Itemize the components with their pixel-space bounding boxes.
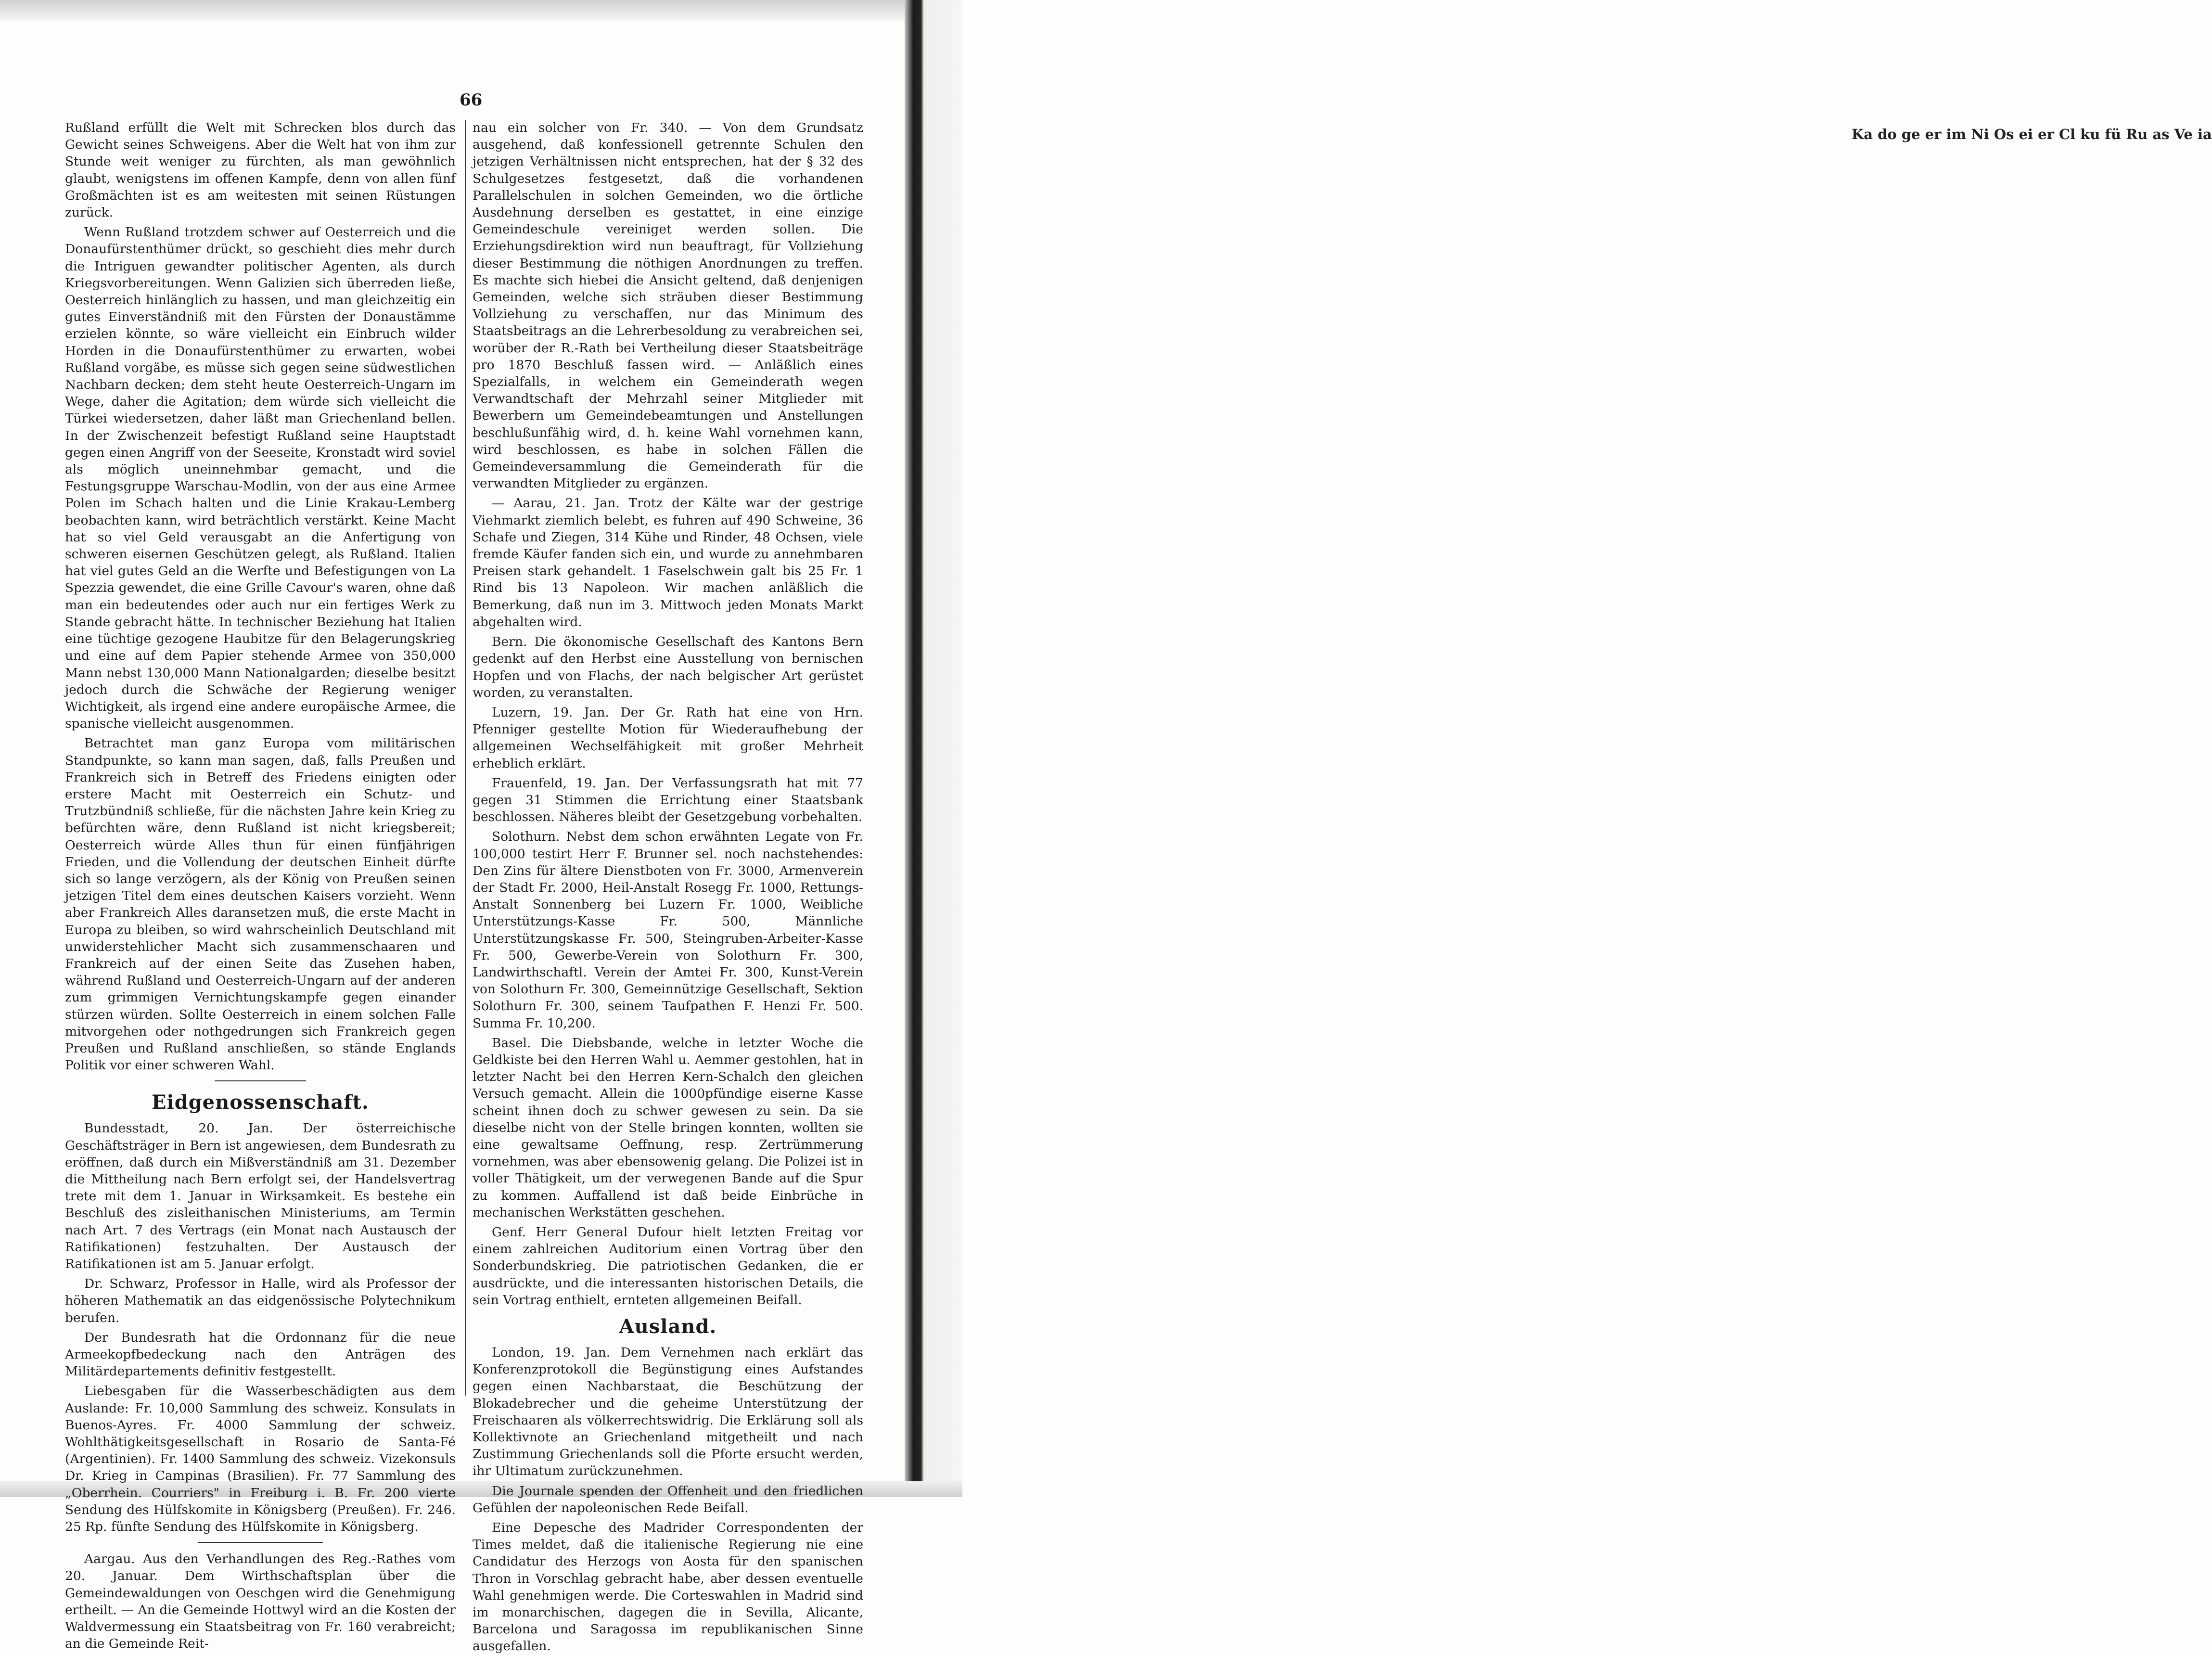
- scan-top-shadow: [0, 0, 962, 21]
- right-column: [473, 119, 863, 1654]
- news-paragraph: Die Journale spenden der Offenheit und den friedlichen Gefühlen der napoleonischen Rede Beifall.: [473, 1483, 863, 1515]
- page-number: 66: [460, 90, 483, 110]
- news-paragraph: Der Bundesrath hat die Ordonnanz für die neue Armeekopfbedeckung nach den Anträgen des Militärdepartements definitiv festgestellt.: [65, 1330, 456, 1379]
- article-paragraph: Betrachtet man ganz Europa vom militärischen Standpunkte, so kann man sagen, daß, falls Preußen und Frankreich sich in Betreff des Friedens einigten oder erstere Macht mit Oesterreich ein Schutz- und Trutzbündniß schließe, für die nächsten Jahre kein Krieg zu befürchten wäre, denn Rußland ist nicht kriegsbereit; Oesterreich würde Alles thun für einen fünfjährigen Frieden, und die Vollendung der deutschen Einheit dürfte sich so lange verzögern, als der König von Preußen seinen jetzigen Titel dem eines deutschen Kaisers vorzieht. Wenn aber Frankreich Alles daransetzen muß, die erste Macht in Europa zu bleiben, so wird wahrscheinlich Deutschland mit unwiderstehlicher Macht sich zusammenschaaren und Frankreich auf der einen Seite das Zusehen haben, während Rußland und Oesterreich-Ungarn auf der anderen zum grimmigen Vernichtungskampfe gegen einander stürzen würden. Sollte Oesterreich in einem solchen Falle mitvorgehen oder nothgedrungen sich Frankreich gegen Preußen und Rußland anschließen, so stände Englands Politik vor einer schweren Wahl.: [65, 736, 456, 1073]
- next-page-edge-text: Ka do ge er im Ni Os ei er Cl ku fü Ru as Ve ia: [1852, 126, 2212, 142]
- news-paragraph: Bern. Die ökonomische Gesellschaft des Kantons Bern gedenkt auf den Herbst eine Ausstellung von bernischen Hopfen und von Flachs, der nach belgischer Art gerüstet worden, zu veranstalten.: [473, 634, 863, 700]
- news-paragraph: London, 19. Jan. Dem Vernehmen nach erklärt das Konferenzprotokoll die Begünstigung eines Aufstandes gegen einen Nachbarstaat, die Beschützung der Blokadebrecher und die geheime Unterstützung der Freischaaren als völkerrechtswidrig. Die Erklärung soll als Kollektivnote an Griechenland mitgetheilt und nach Zustimmung Griechenlands soll die Pforte ersucht werden, ihr Ultimatum zurückzunehmen.: [473, 1345, 863, 1479]
- news-paragraph: Dr. Schwarz, Professor in Halle, wird als Professor der höheren Mathematik an das eidgenössische Polytechnikum berufen.: [65, 1276, 456, 1325]
- news-paragraph: nau ein solcher von Fr. 340. — Von dem Grundsatz ausgehend, daß konfessionell getrennte Schulen den jetzigen Verhältnissen nicht entsprechen, hat der § 32 des Schulgesetzes festgesetzt, daß die vorhandenen Parallelschulen in solchen Gemeinden, wo die örtliche Ausdehnung derselben es gestattet, in eine einzige Gemeindeschule vereiniget werden sollen. Die Erziehungsdirektion wird nun beauftragt, für Vollziehung dieser Bestimmung die nöthigen Anordnungen zu treffen. Es machte sich hiebei die Ansicht geltend, daß denjenigen Gemeinden, welche sich sträuben dieser Bestimmung Vollziehung zu verschaffen, nur das Minimum des Staatsbeitrags an die Lehrerbesoldung zu verabreichen sei, worüber der R.-Rath bei Vertheilung dieser Staatsbeiträge pro 1870 Beschluß fassen wird. — Anläßlich eines Spezialfalls, in welchem ein Gemeinderath wegen Verwandtschaft der Mehrzahl seiner Mitglieder mit Bewerbern um Gemeindebeamtungen und Anstellungen beschlußunfähig wird, d. h. keine Wahl vornehmen kann, wird beschlossen, es habe in solchen Fällen die Gemeindeversammlung die Gemeinderath für die verwandten Mitglieder zu ergänzen.: [473, 120, 863, 491]
- news-paragraph: — Aarau, 21. Jan. Trotz der Kälte war der gestrige Viehmarkt ziemlich belebt, es fuhren auf 490 Schweine, 36 Schafe und Ziegen, 314 Kühe und Rinder, 48 Ochsen, viele fremde Käufer fanden sich ein, und wurde zu annehmbaren Preisen stark gehandelt. 1 Faselschwein galt bis 25 Fr. 1 Rind bis 13 Napoleon. Wir machen anläßlich die Bemerkung, daß nun im 3. Mittwoch jeden Monats Markt abgehalten wird.: [473, 496, 863, 629]
- section-heading-eidgenossenschaft: Eidgenossenschaft.: [152, 1091, 369, 1114]
- article-paragraph: Wenn Rußland trotzdem schwer auf Oesterreich und die Donaufürstenthümer drückt, so geschieht dies mehr durch die Intriguen gewandter politischer Agenten, als durch Kriegsvorbereitungen. Wenn Galizien sich überreden ließe, Oesterreich hinlänglich zu hassen, und man gleichzeitig ein gutes Einverständniß mit den Fürsten der Donaustämme erzielen könnte, so wäre vielleicht ein Einbruch wilder Horden in die Donaufürstenthümer zu erwarten, wobei Rußland vorgäbe, es müsse sich gegen seine südwestlichen Nachbarn decken; dem steht heute Oesterreich-Ungarn im Wege, daher die Agitation; dem würde sich vielleicht die Türkei wiedersetzen, daher läßt man Griechenland bellen. In der Zwischenzeit befestigt Rußland seine Hauptstadt gegen einen Angriff von der Seeseite, Kronstadt wird soviel als möglich uneinnehmbar gemacht, und die Festungsgruppe Warschau-Modlin, von der aus eine Armee Polen im Schach halten und die Linie Krakau-Lemberg beobachten kann, wird beträchtlich verstärkt. Keine Macht hat so viel Geld verausgabt an die Anfertigung von schweren eisernen Geschützen gelegt, als Rußland. Italien hat viel gutes Geld an die Werfte und Befestigungen von La Spezzia gewendet, die eine Grille Cavour's waren, ohne daß man ein bedeutendes oder auch nur ein fertiges Werk zu Stande gebracht hätte. In technischer Beziehung hat Italien eine tüchtige gezogene Haubitze für den Belagerungskrieg und eine auf dem Papier stehende Armee von 350,000 Mann nebst 130,000 Mann Nationalgarden; dieselbe besitzt jedoch durch die Schwäche der Regierung weniger Wichtigkeit, als irgend eine andere europäische Armee, die spanische vielleicht ausgenommen.: [65, 225, 456, 731]
- news-paragraph: Frauenfeld, 19. Jan. Der Verfassungsrath hat mit 77 gegen 31 Stimmen die Errichtung einer Staatsbank beschlossen. Näheres bleibt der Gesetzgebung vorbehalten.: [473, 775, 863, 825]
- news-paragraph: Eine Depesche des Madrider Correspondenten der Times meldet, daß die italienische Regierung nie eine Candidatur des Herzogs von Aosta für den spanischen Thron in Vorschlag gebracht habe, aber dessen eventuelle Wahl genehmigen werde. Die Corteswahlen in Madrid sind im monarchischen, dagegen die in Sevilla, Alicante, Barcelona und Saragossa im republikanischen Sinne ausgefallen.: [473, 1520, 863, 1654]
- section-divider: [215, 1080, 306, 1081]
- scan-right-edge: [905, 0, 2212, 1497]
- news-paragraph: Liebesgaben für die Wasserbeschädigten aus dem Auslande: Fr. 10,000 Sammlung des schweiz. Konsulats in Buenos-Ayres. Fr. 4000 Sammlung der schweiz. Wohlthätigkeitsgesellschaft in Rosario de Santa-Fé (Argentinien). Fr. 1400 Sammlung des schweiz. Vizekonsuls Dr. Krieg in Campinas (Brasilien). Fr. 77 Sammlung des „Oberrhein. Courriers" in Freiburg i. B. Fr. 200 vierte Sendung des Hülfskomite in Königsberg (Preußen). Fr. 246. 25 Rp. fünfte Sendung des Hülfskomite in Königsberg.: [65, 1384, 456, 1535]
- news-paragraph: Basel. Die Diebsbande, welche in letzter Woche die Geldkiste bei den Herren Wahl u. Aemmer gestohlen, hat in letzter Nacht bei den Herren Kern-Schalch den gleichen Versuch gemacht. Allein die 1000pfündige eiserne Kasse scheint ihnen doch zu schwer gewesen zu sein. Da sie dieselbe nicht von der Stelle bringen konnten, wollten sie eine gewaltsame Oeffnung, resp. Zertrümmerung vornehmen, was aber ebensowenig gelang. Die Polizei ist in voller Thätigkeit, um der verwegenen Bande auf die Spur zu kommen. Auffallend ist daß beide Einbrüche in mechanischen Werkstätten geschehen.: [473, 1035, 863, 1220]
- news-paragraph-aargau: Aargau. Aus den Verhandlungen des Reg.-Rathes vom 20. Januar. Dem Wirthschaftsplan über die Gemeindewaldungen von Oeschgen wird die Genehmigung ertheilt. — An die Gemeinde Hottwyl wird an die Kosten der Waldvermessung ein Staatsbeitrag von Fr. 160 verabreicht; an die Gemeinde Reit-: [65, 1552, 456, 1652]
- news-paragraph: Bundesstadt, 20. Jan. Der österreichische Geschäftsträger in Bern ist angewiesen, dem Bundesrath zu eröffnen, daß durch ein Mißverständniß am 31. Dezember die Mittheilung nach Bern erfolgt sei, der Handelsvertrag trete mit dem 1. Januar in Wirksamkeit. Es bestehe ein Beschluß des zisleithanischen Ministeriums, am Termin nach Art. 7 des Vertrags (ein Monat nach Austausch der Ratifikationen) festzuhalten. Der Austausch der Ratifikationen ist am 5. Januar erfolgt.: [65, 1121, 456, 1271]
- article-paragraph: Rußland erfüllt die Welt mit Schrecken blos durch das Gewicht seines Schweigens. Aber die Welt hat von ihm zur Stunde weit weniger zu fürchten, als man gewöhnlich glaubt, wenigstens im offenen Kampfe, denn von allen fünf Großmächten ist es am weitesten mit seinen Rüstungen zurück.: [65, 120, 456, 220]
- column-rule: [465, 120, 466, 1396]
- section-heading-ausland: Ausland.: [619, 1315, 717, 1338]
- section-divider: [198, 1542, 323, 1543]
- news-paragraph: Genf. Herr General Dufour hielt letzten Freitag vor einem zahlreichen Auditorium einen Vortrag über den Sonderbundskrieg. Die patriotischen Gedanken, die er ausdrückte, und die interessanten historischen Details, die sein Vortrag enthielt, ernteten allgemeinen Beifall.: [473, 1225, 863, 1308]
- news-paragraph: Luzern, 19. Jan. Der Gr. Rath hat eine von Hrn. Pfenniger gestellte Motion für Wiederaufhebung der allgemeinen Wechselfähigkeit mit großer Mehrheit erheblich erklärt.: [473, 705, 863, 771]
- news-paragraph: Solothurn. Nebst dem schon erwähnten Legate von Fr. 100,000 testirt Herr F. Brunner sel. noch nachstehendes: Den Zins für ältere Dienstboten von Fr. 3000, Armenverein der Stadt Fr. 2000, Heil-Anstalt Rosegg Fr. 1000, Rettungs-Anstalt Sonnenberg bei Luzern Fr. 1000, Weibliche Unterstützungs-Kasse Fr. 500, Männliche Unterstützungskasse Fr. 500, Steingruben-Arbeiter-Kasse Fr. 500, Gewerbe-Verein von Solothurn Fr. 300, Landwirthschaftl. Verein der Amtei Fr. 300, Kunst-Verein von Solothurn Fr. 300, Gemeinnützige Gesellschaft, Sektion Solothurn Fr. 300, seinem Taufpathen F. Henzi Fr. 500. Summa Fr. 10,200.: [473, 829, 863, 1031]
- left-column: [65, 119, 456, 1652]
